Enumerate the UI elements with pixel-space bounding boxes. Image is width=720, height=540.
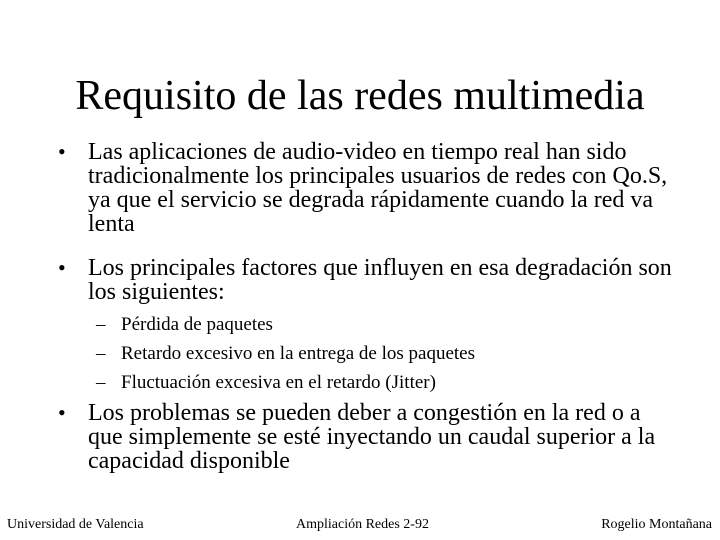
sub-bullet-jitter — [96, 368, 656, 397]
sub-bullet-mark: – — [96, 372, 106, 393]
bullet-mark: • — [58, 400, 66, 425]
sub-bullet-packet-loss — [96, 310, 656, 339]
slide-title: Requisito de las redes multimedia — [75, 73, 645, 119]
bullet-item-congestion — [58, 401, 678, 473]
bullet-text: Las aplicaciones de audio-video en tiempo real han sido tradicionalmente los principales usuarios de redes con Qo.S, ya que el servicio se degrada rápidamente cuando la red va lenta — [88, 139, 668, 237]
sub-bullet-mark: – — [96, 314, 106, 335]
bullet-mark: • — [58, 139, 66, 164]
bullet-item-audio-video — [58, 140, 678, 236]
bullet-text: Los problemas se pueden deber a congestión en la red o a que simplemente se esté inyectando un caudal superior a la capacidad disponible — [88, 400, 656, 474]
sub-bullet-text: Pérdida de paquetes — [121, 314, 273, 335]
sub-bullet-mark: – — [96, 343, 106, 364]
footer-author: Rogelio Montañana — [601, 517, 712, 532]
footer-course-page: Ampliación Redes 2-92 — [296, 517, 429, 532]
bullet-text: Los principales factores que influyen en esa degradación son los siguientes: — [88, 255, 672, 305]
bullet-mark: • — [58, 255, 66, 280]
bullet-item-factors — [58, 256, 678, 304]
sub-bullet-delay — [96, 339, 656, 368]
sub-bullet-text: Retardo excesivo en la entrega de los paquetes — [121, 343, 475, 364]
footer-university: Universidad de Valencia — [7, 517, 144, 532]
sub-bullet-text: Fluctuación excesiva en el retardo (Jitter) — [121, 372, 436, 393]
